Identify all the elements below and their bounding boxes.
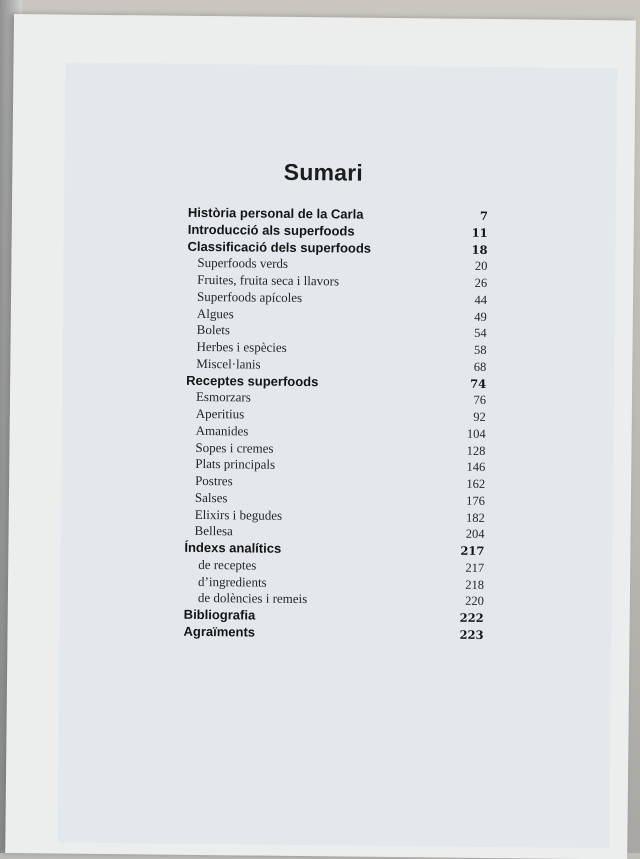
toc-entry-label: Amanides	[195, 422, 249, 439]
toc-entry-page-number: 26	[474, 275, 488, 290]
toc-entry-page-number: 68	[473, 359, 487, 374]
toc-entry-label: Classificació dels superfoods	[187, 238, 372, 256]
toc-entry-page-number: 220	[465, 594, 484, 609]
toc-entry-label: Índexs analítics	[184, 539, 282, 556]
toc-entry-label: Bolets	[196, 322, 231, 338]
toc-entry-label: Bibliografia	[183, 606, 256, 623]
toc-entry-page-number: 162	[466, 476, 486, 491]
toc-entry-page-number: 104	[466, 426, 486, 441]
toc-entry-label: Salses	[194, 489, 228, 506]
toc-entry-page-number: 76	[473, 393, 487, 408]
toc-entry-label: Superfoods verds	[197, 255, 289, 272]
toc-entry-page-number: 49	[474, 309, 487, 324]
toc-entry-page-number: 7	[479, 208, 488, 223]
toc-entry-page-number: 74	[470, 376, 487, 391]
toc-entry-label: Receptes superfoods	[186, 372, 319, 389]
toc-entry-label: Introducció als superfoods	[187, 221, 355, 239]
toc-entry-label: Aperitius	[195, 405, 245, 422]
toc-entry-page-number: 146	[466, 460, 486, 475]
toc-entry-page-number: 176	[466, 493, 486, 508]
toc-entry-label: Plats principals	[195, 456, 276, 473]
toc-entry-page-number: 217	[465, 560, 485, 575]
toc-entry-label: Elixirs i begudes	[194, 506, 283, 523]
toc-entry	[183, 624, 483, 644]
toc-entry-page-number: 182	[465, 510, 485, 525]
toc-entry-page-number: 204	[465, 527, 485, 542]
toc-entry-label: Algues	[196, 305, 234, 321]
toc-entry-page-number: 54	[474, 326, 487, 341]
toc-entry-label: Sopes i cremes	[195, 439, 274, 456]
toc-entry-label: d’ingredients	[197, 573, 267, 590]
toc-entry-page-number: 20	[474, 259, 488, 274]
toc-entry-page-number: 217	[460, 543, 485, 558]
toc-entry-page-number: 58	[473, 342, 487, 357]
page-title: Sumari	[283, 158, 364, 186]
toc-entry-label: Postres	[195, 472, 233, 489]
toc-entry-label: Agraïments	[183, 623, 256, 640]
toc-entry-page-number: 222	[459, 610, 484, 625]
toc-entry-label: Fruites, fruita seca i llavors	[197, 271, 340, 289]
toc-entry-page-number: 218	[465, 577, 485, 592]
toc-entry-label: de dolències i remeis	[197, 590, 308, 607]
table-of-contents	[183, 205, 488, 644]
toc-entry-label: Esmorzars	[195, 389, 251, 405]
toc-entry-page-number: 11	[471, 225, 488, 240]
toc-entry-label: de receptes	[198, 556, 257, 573]
toc-entry-page-number: 18	[471, 242, 488, 257]
book-page	[5, 14, 636, 859]
toc-entry-page-number: 92	[473, 409, 486, 424]
toc-entry-label: Miscel·lanis	[196, 355, 261, 372]
toc-entry-label: Història personal de la Carla	[187, 204, 364, 222]
toc-entry-page-number: 223	[459, 627, 484, 642]
toc-entry-page-number: 44	[474, 292, 488, 307]
toc-entry-label: Bellesa	[194, 523, 233, 539]
toc-entry-page-number: 128	[466, 443, 486, 458]
toc-entry-label: Superfoods apícoles	[196, 288, 303, 305]
toc-entry-label: Herbes i espècies	[196, 338, 287, 355]
